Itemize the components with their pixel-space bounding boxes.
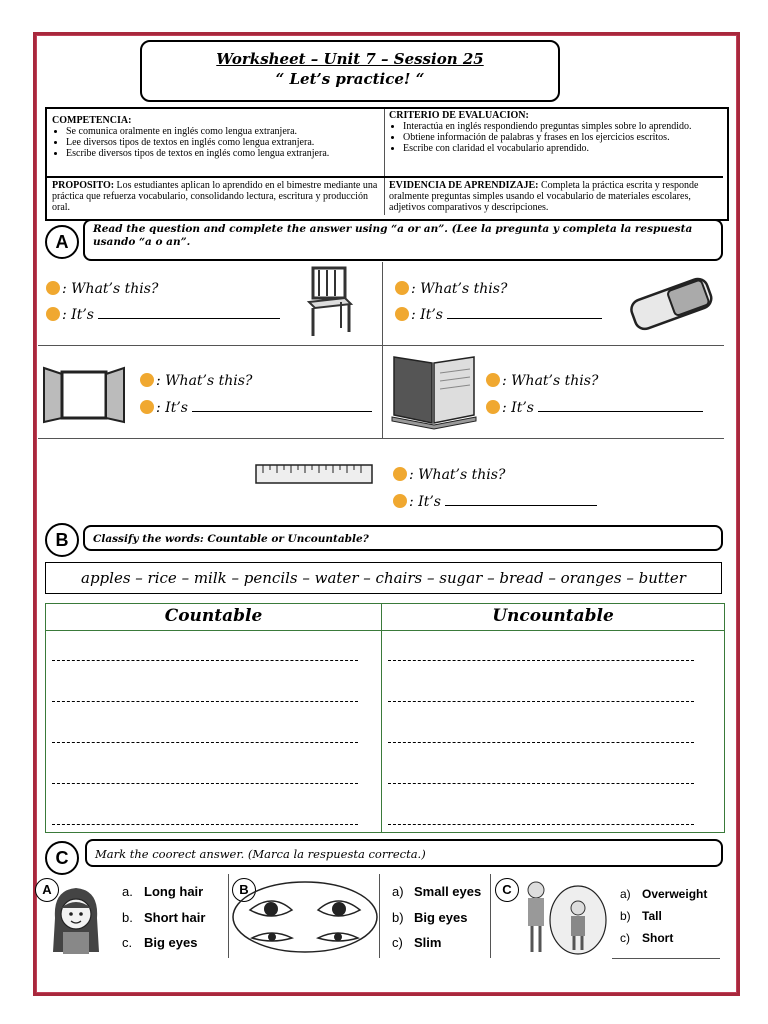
info-divider-h — [47, 176, 723, 178]
option-c-b[interactable] — [620, 909, 662, 923]
worksheet-title-box — [140, 40, 560, 102]
uncountable-line[interactable] — [388, 701, 694, 702]
child-icon — [393, 494, 407, 508]
evidencia-text: Completa la práctica escrita y responde oralmente preguntas simples usando el vocabulario de materiales escolares, adjetivos comparativos y descripciones. — [389, 180, 699, 213]
info-table — [45, 107, 729, 221]
table-col-divider — [381, 604, 382, 832]
question-eraser — [395, 281, 507, 297]
option-letter: a. — [122, 884, 133, 899]
option-text: Overweight — [642, 887, 708, 901]
group-c-bottom — [612, 958, 720, 959]
option-text: Short — [642, 931, 674, 945]
group-divider — [379, 874, 380, 958]
info-divider-v — [384, 109, 385, 215]
answer-ruler — [393, 493, 597, 510]
child-icon — [46, 281, 60, 295]
answer-prefix: : It’s — [411, 307, 443, 323]
option-c-a[interactable] — [620, 887, 707, 901]
answer-blank[interactable] — [538, 399, 703, 412]
uncountable-line[interactable] — [388, 742, 694, 743]
option-b-c[interactable] — [392, 935, 441, 950]
child-icon — [486, 373, 500, 387]
competencia-item: • Lee diversos tipos de textos en inglés como lengua extranjera. — [66, 137, 377, 148]
eraser-icon — [625, 275, 717, 331]
criterio-item: • Interactúa en inglés respondiendo preguntas simples sobre lo aprendido. — [403, 121, 719, 132]
answer-blank[interactable] — [447, 306, 602, 319]
answer-prefix: : It’s — [62, 307, 94, 323]
countable-line[interactable] — [52, 824, 358, 825]
question-text: : What’s this? — [411, 281, 508, 297]
answer-book — [486, 399, 703, 416]
group-divider — [490, 874, 491, 958]
answer-chair — [46, 306, 280, 323]
child-icon — [46, 307, 60, 321]
section-a-row-divider — [38, 438, 724, 439]
proposito-cell — [52, 180, 380, 213]
option-letter: a) — [620, 887, 631, 901]
section-a-col-divider — [382, 262, 383, 438]
child-icon — [486, 400, 500, 414]
proposito-label: PROPOSITO: — [52, 180, 115, 191]
group-c-badge: C — [495, 878, 519, 902]
answer-blank[interactable] — [98, 306, 280, 319]
child-icon — [393, 467, 407, 481]
question-text: : What’s this? — [502, 373, 599, 389]
criterio-item: • Escribe con claridad el vocabulario aprendido. — [403, 143, 719, 154]
option-b-a[interactable] — [392, 884, 481, 899]
answer-eraser — [395, 306, 602, 323]
question-window — [140, 373, 252, 389]
uncountable-header: Uncountable — [492, 606, 614, 626]
answer-prefix: : It’s — [502, 400, 534, 416]
countable-line[interactable] — [52, 783, 358, 784]
uncountable-line[interactable] — [388, 824, 694, 825]
answer-prefix: : It’s — [156, 400, 188, 416]
eyes-image — [232, 880, 378, 954]
countable-header: Countable — [164, 606, 263, 626]
option-letter: c) — [392, 935, 403, 950]
option-text: Small eyes — [414, 884, 482, 899]
criterio-item: • Obtiene información de palabras y frases en los ejercicios escritos. — [403, 132, 719, 143]
child-icon — [140, 373, 154, 387]
countable-line[interactable] — [52, 660, 358, 661]
child-icon — [395, 281, 409, 295]
countable-line[interactable] — [52, 701, 358, 702]
option-letter: b. — [122, 910, 133, 925]
option-text: Tall — [642, 909, 662, 923]
option-a-c[interactable] — [122, 935, 197, 950]
section-b-instruction: Classify the words: Countable or Uncountable? — [83, 525, 723, 551]
girl-long-hair-image — [45, 882, 107, 958]
answer-blank[interactable] — [192, 399, 372, 412]
group-divider — [228, 874, 229, 958]
window-icon — [42, 362, 128, 424]
countable-line[interactable] — [52, 742, 358, 743]
child-icon — [140, 400, 154, 414]
chair-icon — [305, 266, 355, 338]
option-a-a[interactable] — [122, 884, 203, 899]
option-c-c[interactable] — [620, 931, 673, 945]
option-letter: c) — [620, 931, 630, 945]
section-a-row-divider — [38, 345, 724, 346]
option-b-b[interactable] — [392, 910, 467, 925]
competencia-cell — [52, 115, 377, 159]
ruler-icon — [255, 463, 373, 485]
book-icon — [390, 353, 480, 431]
option-text: Big eyes — [414, 910, 468, 925]
option-text: Long hair — [144, 884, 204, 899]
option-letter: b) — [620, 909, 631, 923]
group-b-badge: B — [232, 878, 256, 902]
section-a-badge: A — [45, 225, 79, 259]
competencia-item: • Se comunica oralmente en inglés como lengua extranjera. — [66, 126, 377, 137]
question-text: : What’s this? — [156, 373, 253, 389]
evidencia-label: EVIDENCIA DE APRENDIZAJE: — [389, 180, 539, 191]
option-a-b[interactable] — [122, 910, 205, 925]
option-letter: a) — [392, 884, 404, 899]
option-text: Big eyes — [144, 935, 198, 950]
question-text: : What’s this? — [62, 281, 159, 297]
worksheet-title: Worksheet – Unit 7 – Session 25 — [216, 50, 484, 68]
option-text: Short hair — [144, 910, 206, 925]
section-a-instruction: Read the question and complete the answer using “a or an”. (Lee la pregunta y completa la respuesta usando “a o an”. — [83, 219, 723, 261]
question-ruler — [393, 467, 505, 483]
option-letter: c. — [122, 935, 133, 950]
worksheet-subtitle: “ Let’s practice! “ — [275, 70, 425, 88]
proposito-text: Los estudiantes aplican lo aprendido en el bimestre mediante una práctica que refuerza vocabulario, consolidando lectura, escritura y producción oral. — [52, 180, 378, 213]
table-header-divider — [46, 630, 724, 631]
section-b-badge: B — [45, 523, 79, 557]
group-a-badge: A — [35, 878, 59, 902]
section-c-instruction: Mark the coorect answer. (Marca la respuesta correcta.) — [85, 839, 723, 867]
question-book — [486, 373, 598, 389]
option-letter: b) — [392, 910, 404, 925]
competencia-label: COMPETENCIA: — [52, 115, 132, 126]
competencia-item: • Escribe diversos tipos de textos en inglés como lengua extranjera. — [66, 148, 377, 159]
kids-height-image — [516, 876, 612, 956]
section-c-badge: C — [45, 841, 79, 875]
question-text: : What’s this? — [409, 467, 506, 483]
uncountable-line[interactable] — [388, 783, 694, 784]
option-text: Slim — [414, 935, 442, 950]
answer-window — [140, 399, 372, 416]
child-icon — [395, 307, 409, 321]
question-chair — [46, 281, 158, 297]
criterio-cell — [389, 110, 719, 154]
classification-table — [45, 603, 725, 833]
word-bank: apples – rice – milk – pencils – water – chairs – sugar – bread – oranges – butter — [45, 562, 722, 594]
evidencia-cell — [389, 180, 719, 213]
criterio-label: CRITERIO DE EVALUACION: — [389, 110, 529, 121]
answer-blank[interactable] — [445, 493, 597, 506]
answer-prefix: : It’s — [409, 494, 441, 510]
uncountable-line[interactable] — [388, 660, 694, 661]
